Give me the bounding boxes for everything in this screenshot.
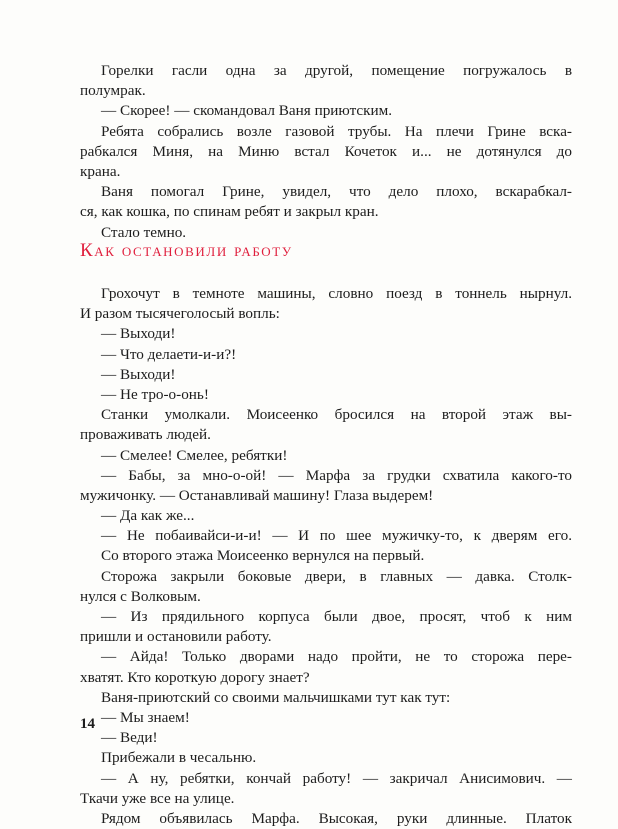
text-line: пришли и остановили работу. [80,628,272,646]
text-line: Со второго этажа Моисеенко вернулся на первый. [101,547,425,565]
text-line: — Не тро-о-онь! [101,385,209,403]
text-line: крана. [80,162,121,180]
text-line: рабкался Миня, на Миню встал Кочеток и... не дотянулся до [80,142,572,160]
text-line: проваживать людей. [80,426,211,444]
text-line: нулся с Волковым. [80,587,201,605]
text-line: Рядом объявилась Марфа. Высокая, руки длинные. Платок [101,809,572,827]
text-line: Ребята собрались возле газовой трубы. На плечи Грине вска- [101,122,572,140]
text-line: — Мы знаем! [101,708,190,726]
text-line: — Что делаети-и-и?! [101,345,237,363]
text-line: — Из прядильного корпуса были двое, просят, чтоб к ним [101,608,572,625]
text-line: — Да как же... [101,507,195,525]
text-line: — Бабы, за мно-о-ой! — Марфа за грудки схватила какого-то [101,466,572,484]
text-line: Ваня-приютский со своими мальчишками тут как тут: [101,688,451,706]
text-line: мужичонку. — Останавливай машину! Глаза выдерем! [80,486,434,504]
text-line: Прибежали в чесальню. [101,749,257,767]
text-line: — Веди! [101,729,158,747]
text-line: хватят. Кто короткую дорогу знает? [80,668,310,686]
page-number: 14 [80,716,95,732]
text-line: Горелки гасли одна за другой, помещение погружалось в [101,62,572,79]
section-title: Как остановили работу [80,240,293,261]
text-line: — Не побаивайси-и-и! — И по шее мужичку-то, к дверям его. [101,527,572,545]
bottom-text-block [80,284,572,829]
text-line: — Скорее! — скомандовал Ваня приютским. [101,102,393,120]
text-line: — Айда! Только дворами надо пройти, не то сторожа пере- [101,648,572,666]
text-line: Грохочут в темноте машины, словно поезд в тоннель нырнул. [101,285,572,302]
top-text-block [80,61,572,243]
text-line: — Выходи! [101,365,176,383]
text-line: Сторожа закрыли боковые двери, в главных — давка. Столк- [101,567,572,585]
text-line: — Выходи! [101,325,176,343]
text-line: Стало темно. [101,223,187,241]
text-line: Ткачи уже все на улице. [80,789,235,807]
text-line: Станки умолкали. Моисеенко бросился на второй этаж вы- [101,406,572,424]
text-line: Ваня помогал Грине, увидел, что дело плохо, вскарабкал- [101,183,572,201]
text-line: — Смелее! Смелее, ребятки! [101,446,288,464]
text-line: И разом тысячеголосый вопль: [80,305,280,323]
text-line: полумрак. [80,82,146,100]
text-line: — А ну, ребятки, кончай работу! — закричал Анисимович. — [101,769,572,787]
text-line: ся, как кошка, по спинам ребят и закрыл кран. [80,203,379,221]
